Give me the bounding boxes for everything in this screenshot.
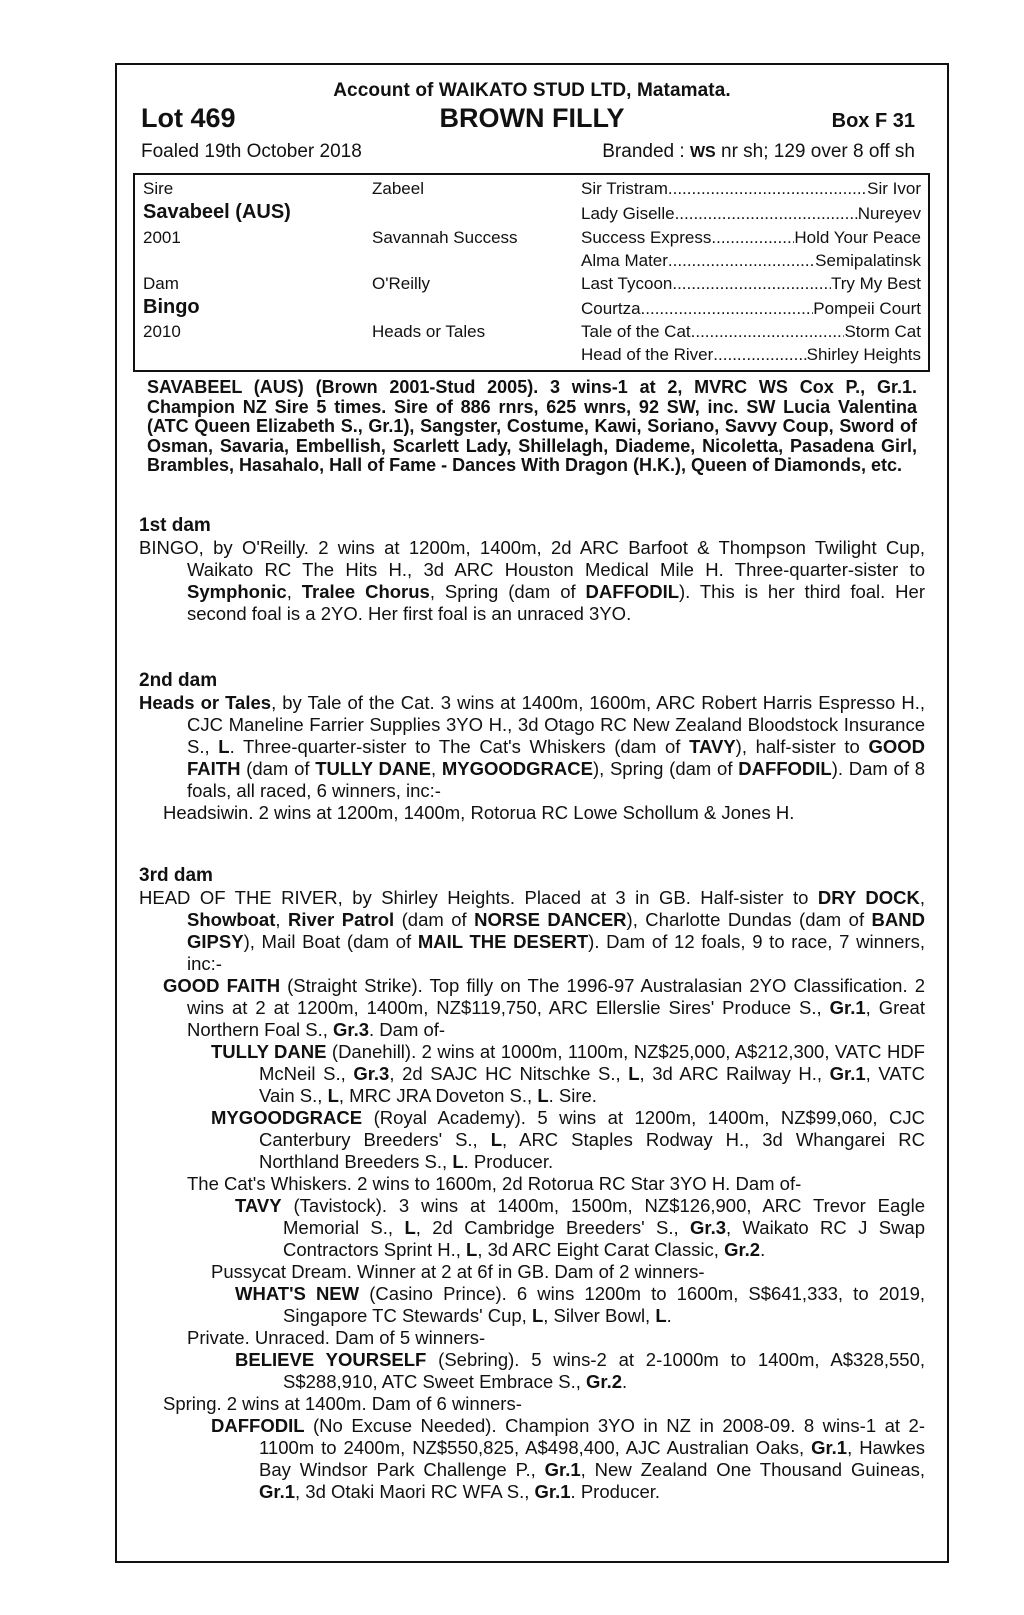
pedigree-table	[133, 173, 930, 372]
ancestor: Semipalatinsk	[815, 251, 921, 270]
brand-mark: WS	[689, 144, 716, 161]
progeny-entry: Private. Unraced. Dam of 5 winners-	[187, 1327, 486, 1348]
dam-label: Dam	[143, 274, 179, 293]
third-dam-text: HEAD OF THE RIVER, by Shirley Heights. Placed at 3 in GB. Half-sister to DRY DOCK, Showboat, River Patrol (dam of NORSE DANCER), Charlotte Dundas (dam of BAND GIPSY), Mail Boat (dam of MAIL THE DESERT). Dam of 12 foals, 9 to race, 7 winners, inc:-	[139, 887, 925, 974]
ancestor: Hold Your Peace	[794, 228, 921, 247]
dam-sire: O'Reilly	[372, 274, 431, 293]
progeny-entry: GOOD FAITH (Straight Strike). Top filly on The 1996-97 Australasian 2YO Classification. 2 wins at 2 at 1200m, 1400m, NZ$119,750, ARC Ellerslie Sires' Produce S., Gr.1, Great Northern Foal S., Gr.3. Dam of-	[163, 975, 925, 1040]
ancestor: Success Express	[581, 228, 712, 247]
third-dam-progeny	[139, 975, 925, 1503]
sire-year: 2001	[143, 228, 181, 247]
second-dam-text: Heads or Tales, by Tale of the Cat. 3 wins at 1400m, 1600m, ARC Robert Harris Espresso H., CJC Maneline Farrier Supplies 3YO H., 3d Otago RC New Zealand Bloodstock Insurance S., L. Three-quarter-sister to The Cat's Whiskers (dam of TAVY), half-sister to GOOD FAITH (dam of TULLY DANE, MYGOODGRACE), Spring (dam of DAFFODIL). Dam of 8 foals, all raced, 6 winners, inc:-	[139, 692, 926, 801]
ancestor: Head of the River	[581, 345, 714, 364]
progeny-entry: The Cat's Whiskers. 2 wins to 1600m, 2d Rotorua RC Star 3YO H. Dam of-	[187, 1173, 802, 1194]
ancestor: Nureyev	[857, 204, 921, 223]
sire-sire: Zabeel	[372, 179, 424, 198]
branded-label: Branded :	[602, 141, 685, 162]
progeny-entry: Headsiwin. 2 wins at 1200m, 1400m, Rotorua RC Lowe Schollum & Jones H.	[163, 802, 795, 823]
sire-summary: SAVABEEL (AUS) (Brown 2001-Stud 2005). 3 wins-1 at 2, MVRC WS Cox P., Gr.1. Champion NZ Sire 5 times. Sire of 886 rnrs, 625 wnrs, 92 SW, inc. SW Lucia Valentina (ATC Queen Elizabeth S., Gr.1), Sangster, Costume, Kawi, Soriano, Savvy Coup, Sword of Osman, Savaria, Embellish, Scarlett Lady, Shillelagh, Diademe, Nicoletta, Pasadena Girl, Brambles, Hasahalo, Hall of Fame - Dances With Dragon (H.K.), Queen of Diamonds, etc.	[147, 377, 917, 475]
pedigree-g3-row	[581, 299, 921, 319]
first-dam-text: BINGO, by O'Reilly. 2 wins at 1200m, 1400m, 2d ARC Barfoot & Thompson Twilight Cup, Waikato RC The Hits H., 3d ARC Houston Medical Mile H. Three-quarter-sister to Symphonic, Tralee Chorus, Spring (dam of DAFFODIL). This is her third foal. Her second foal is a 2YO. Her first foal is an unraced 3YO.	[139, 537, 925, 624]
first-dam-section	[139, 515, 925, 625]
sire-name: Savabeel (AUS)	[143, 201, 291, 223]
ancestor: Shirley Heights	[806, 345, 921, 364]
ancestor: Alma Mater	[581, 251, 668, 270]
progeny-entry: BELIEVE YOURSELF (Sebring). 5 wins-2 at 2-1000m to 1400m, A$328,550, S$288,910, ATC Sweet Embrace S., Gr.2.	[235, 1349, 926, 1392]
dam-name: Bingo	[143, 296, 200, 318]
ancestor: Courtza	[581, 299, 641, 318]
ancestor: Storm Cat	[844, 322, 921, 341]
third-dam-section	[139, 865, 925, 1503]
brand-detail: nr sh; 129 over 8 off sh	[721, 141, 915, 162]
pedigree-g3-row	[581, 228, 921, 248]
catalogue-page-frame	[115, 63, 949, 1563]
ancestor: Sir Tristram	[581, 179, 668, 198]
progeny-entry: Spring. 2 wins at 1400m. Dam of 6 winners-	[163, 1393, 522, 1414]
sire-dam: Savannah Success	[372, 228, 518, 247]
section-heading: 3rd dam	[139, 865, 213, 886]
ancestor: Sir Ivor	[867, 179, 921, 198]
dam-dam: Heads or Tales	[372, 322, 486, 341]
lot-number: Lot 469	[141, 103, 236, 133]
brand-info	[602, 141, 915, 163]
ancestor: Lady Giselle	[581, 204, 675, 223]
horse-description: BROWN FILLY	[439, 103, 625, 133]
ancestor: Last Tycoon	[581, 274, 673, 293]
progeny-entry: DAFFODIL (No Excuse Needed). Champion 3YO in NZ in 2008-09. 8 wins-1 at 2-1100m to 2400m, NZ$550,825, A$498,400, AJC Australian Oaks, Gr.1, Hawkes Bay Windsor Park Challenge P., Gr.1, New Zealand One Thousand Guineas, Gr.1, 3d Otaki Maori RC WFA S., Gr.1. Producer.	[211, 1415, 925, 1502]
second-dam-section	[139, 670, 925, 824]
section-heading: 2nd dam	[139, 670, 218, 691]
pedigree-g3-row	[581, 322, 921, 342]
pedigree-g3-row	[581, 251, 921, 271]
section-heading: 1st dam	[139, 515, 211, 536]
progeny-entry: TAVY (Tavistock). 3 wins at 1400m, 1500m, NZ$126,900, ARC Trevor Eagle Memorial S., L, 2d Cambridge Breeders' S., Gr.3, Waikato RC J Swap Contractors Sprint H., L, 3d ARC Eight Carat Classic, Gr.2.	[235, 1195, 926, 1260]
progeny-entry: WHAT'S NEW (Casino Prince). 6 wins 1200m to 1600m, S$641,333, to 2019, Singapore TC Stewards' Cup, L, Silver Bowl, L.	[235, 1283, 926, 1326]
progeny-entry: MYGOODGRACE (Royal Academy). 5 wins at 1200m, 1400m, NZ$99,060, CJC Canterbury Breeders' S., L, ARC Staples Rodway H., 3d Whangarei RC Northland Breeders S., L. Producer.	[211, 1107, 925, 1172]
pedigree-g3-row	[581, 345, 921, 365]
ancestor: Tale of the Cat	[581, 322, 691, 341]
ancestor: Pompeii Court	[813, 299, 921, 318]
box-number: Box F 31	[831, 110, 915, 132]
progeny-entry: TULLY DANE (Danehill). 2 wins at 1000m, 1100m, NZ$25,000, A$212,300, VATC HDF McNeil S., Gr.3, 2d SAJC HC Nitschke S., L, 3d ARC Railway H., Gr.1, VATC Vain S., L, MRC JRA Doveton S., L. Sire.	[211, 1041, 925, 1106]
pedigree-g3-row	[581, 179, 921, 199]
vendor-account: Account of WAIKATO STUD LTD, Matamata.	[333, 80, 731, 101]
foaling-date: Foaled 19th October 2018	[141, 141, 362, 162]
progeny-entry: Pussycat Dream. Winner at 2 at 6f in GB. Dam of 2 winners-	[211, 1261, 705, 1282]
dam-year: 2010	[143, 322, 181, 341]
sire-label: Sire	[143, 179, 174, 198]
ancestor: Try My Best	[830, 274, 921, 293]
pedigree-g3-row	[581, 274, 921, 294]
pedigree-g3-row	[581, 204, 921, 224]
